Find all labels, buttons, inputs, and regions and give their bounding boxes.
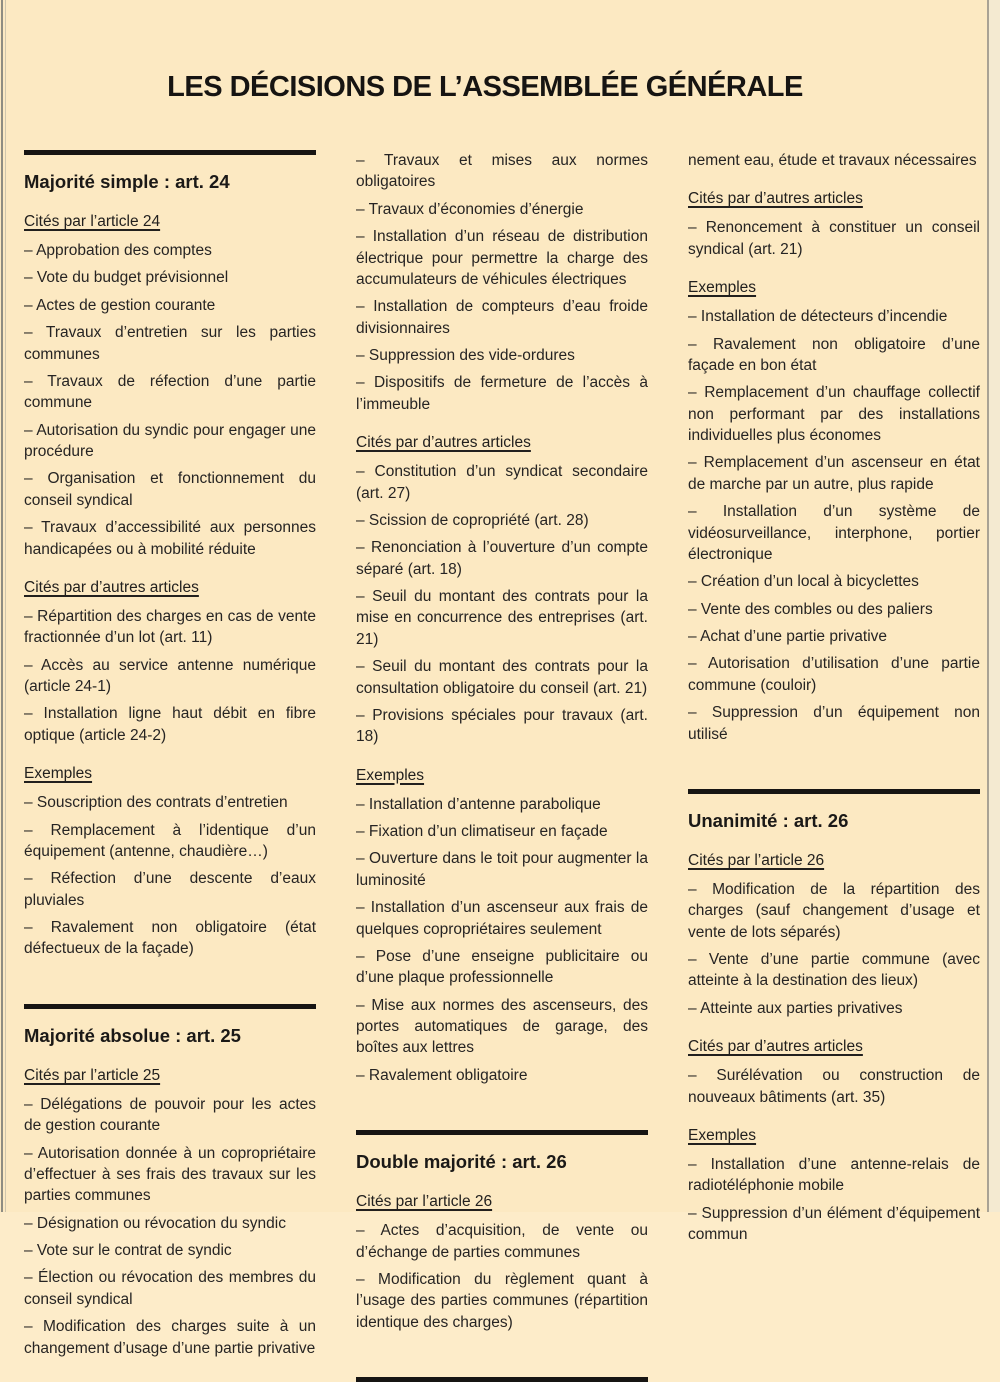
list-item: – Fixation d’un climatiseur en façade bbox=[356, 823, 608, 840]
list-item: – Vote sur le contrat de syndic bbox=[24, 1242, 232, 1259]
list-item: – Dispositifs de fermeture de l’accès à l’immeuble bbox=[356, 374, 648, 413]
list-item: – Création d’un local à bicyclettes bbox=[688, 573, 919, 591]
list-item: – Travaux de réfection d’une partie commune bbox=[24, 372, 316, 412]
list-item: – Constitution d’un syndicat secondaire (art. 27) bbox=[356, 463, 648, 502]
subheading: Exemples bbox=[688, 1126, 757, 1144]
list-item: – Suppression d’un élément d’équipement commun bbox=[688, 1204, 980, 1243]
page-title: LES DÉCISIONS DE L’ASSEMBLÉE GÉNÉRALE bbox=[167, 71, 803, 104]
list-item: – Modification du règlement quant à l’usage des parties communes (répartition identique des charges) bbox=[356, 1270, 648, 1331]
list-item: – Provisions spéciales pour travaux (art. 18) bbox=[356, 706, 648, 746]
section-rule bbox=[688, 789, 980, 794]
list-item: – Suppression des vide-ordures bbox=[356, 347, 575, 364]
list-item: – Approbation des comptes bbox=[24, 242, 212, 259]
list-item: – Installation d’une antenne-relais de radiotéléphonie mobile bbox=[688, 1155, 980, 1195]
list-item: – Installation de détecteurs d’incendie bbox=[688, 308, 948, 326]
list-item: – Surélévation ou construction de nouveaux bâtiments (art. 35) bbox=[688, 1067, 980, 1106]
list-item: – Remplacement d’un chauffage collectif non performant par des installations individuelles plus économes bbox=[688, 384, 980, 444]
list-item: – Actes de gestion courante bbox=[24, 296, 216, 314]
list-item: – Installation d’un ascenseur aux frais de quelques copropriétaires seulement bbox=[356, 899, 648, 938]
list-item: – Travaux d’entretien sur les parties communes bbox=[24, 324, 316, 363]
subheading: Cités par l’article 26 bbox=[688, 851, 825, 869]
section-heading: Majorité simple : art. 24 bbox=[24, 171, 230, 192]
list-item: – Élection ou révocation des membres du conseil syndical bbox=[24, 1269, 316, 1308]
list-item: – Modification de la répartition des charges (sauf changement d’usage et vente de lots séparés) bbox=[688, 880, 980, 941]
column-3 bbox=[688, 150, 980, 1243]
list-item: – Vente des combles ou des paliers bbox=[688, 600, 933, 618]
list-item: – Modification des charges suite à un changement d’usage d’une partie privative bbox=[24, 1318, 316, 1357]
subheading: Cités par d’autres articles bbox=[24, 578, 199, 596]
list-item: – Réfection d’une descente d’eaux pluviales bbox=[24, 870, 316, 909]
subheading: Cités par d’autres articles bbox=[688, 190, 863, 208]
continuation-text: nement eau, étude et travaux nécessaires bbox=[688, 152, 977, 169]
list-item: – Travaux d’accessibilité aux personnes handicapées ou à mobilité réduite bbox=[24, 519, 316, 558]
list-item: – Installation d’antenne parabolique bbox=[356, 795, 601, 813]
subheading: Cités par d’autres articles bbox=[356, 434, 531, 452]
list-item: – Souscription des contrats d’entretien bbox=[24, 794, 288, 812]
subheading: Exemples bbox=[356, 766, 425, 784]
section-rule bbox=[24, 1004, 316, 1009]
list-item: – Installation d’un système de vidéosurveillance, interphone, portier électronique bbox=[688, 503, 980, 563]
list-item: – Actes d’acquisition, de vente ou d’échange de parties communes bbox=[356, 1222, 648, 1261]
list-item: – Pose d’une enseigne publicitaire ou d’une plaque professionnelle bbox=[356, 947, 648, 987]
subheading: Cités par d’autres articles bbox=[688, 1038, 863, 1056]
list-item: – Suppression d’un équipement non utilisé bbox=[688, 704, 980, 743]
list-item: – Ravalement obligatoire bbox=[356, 1066, 528, 1084]
subheading: Cités par l’article 25 bbox=[24, 1066, 161, 1084]
list-item: – Renonciation à l’ouverture d’un compte séparé (art. 18) bbox=[356, 539, 648, 578]
page-edge-right-strip bbox=[989, 0, 1000, 1212]
page-edge-left-line bbox=[1, 0, 3, 1212]
list-item: – Ouverture dans le toit pour augmenter la luminosité bbox=[356, 850, 648, 889]
section-heading: Unanimité : art. 26 bbox=[688, 809, 849, 831]
subheading: Exemples bbox=[24, 765, 93, 783]
page-edge-left-shadow bbox=[5, 0, 6, 1212]
section-rule bbox=[24, 150, 316, 155]
list-item: – Ravalement non obligatoire (état défectueux de la façade) bbox=[24, 919, 316, 958]
list-item: – Vente d’une partie commune (avec atteinte à la destination des lieux) bbox=[688, 951, 980, 990]
column-1 bbox=[24, 150, 316, 1357]
list-item: – Accès au service antenne numérique (article 24-1) bbox=[24, 656, 316, 695]
list-item: – Seuil du montant des contrats pour la mise en concurrence des entreprises (art. 21) bbox=[356, 588, 648, 648]
list-item: – Autorisation donnée à un copropriétaire d’effectuer à ses frais des travaux sur les parties communes bbox=[24, 1144, 316, 1205]
list-item: – Ravalement non obligatoire d’une façade en bon état bbox=[688, 335, 980, 374]
list-item: – Installation de compteurs d’eau froide divisionnaires bbox=[356, 298, 648, 337]
section-heading: Majorité absolue : art. 25 bbox=[24, 1024, 241, 1046]
list-item: – Travaux d’économies d’énergie bbox=[356, 200, 584, 218]
list-item: – Organisation et fonctionnement du conseil syndical bbox=[24, 470, 316, 509]
list-item: – Seuil du montant des contrats pour la consultation obligatoire du conseil (art. 21) bbox=[356, 658, 648, 697]
section-heading: Double majorité : art. 26 bbox=[356, 1151, 567, 1173]
list-item: – Autorisation d’utilisation d’une partie commune (couloir) bbox=[688, 655, 980, 694]
list-item: – Répartition des charges en cas de vente fractionnée d’un lot (art. 11) bbox=[24, 607, 316, 647]
list-item: – Scission de copropriété (art. 28) bbox=[356, 511, 589, 529]
subheading: Cités par l’article 24 bbox=[24, 213, 161, 230]
list-item: – Travaux et mises aux normes obligatoires bbox=[356, 152, 648, 191]
list-item: – Mise aux normes des ascenseurs, des portes automatiques de garage, des boîtes aux lettres bbox=[356, 996, 648, 1057]
list-item: – Installation ligne haut débit en fibre optique (article 24-2) bbox=[24, 705, 316, 744]
list-item: – Achat d’une partie privative bbox=[688, 628, 888, 645]
section-rule bbox=[356, 1130, 648, 1135]
list-item: – Délégations de pouvoir pour les actes de gestion courante bbox=[24, 1095, 316, 1135]
list-item: – Vote du budget prévisionnel bbox=[24, 269, 229, 287]
list-item: – Remplacement d’un ascenseur en état de marche par un autre, plus rapide bbox=[688, 454, 980, 493]
list-item: – Installation d’un réseau de distribution électrique pour permettre la charge des accumulateurs de véhicules électriques bbox=[356, 228, 648, 288]
list-item: – Atteinte aux parties privatives bbox=[688, 999, 903, 1017]
list-item: – Remplacement à l’identique d’un équipement (antenne, chaudière…) bbox=[24, 821, 316, 860]
list-item: – Renoncement à constituer un conseil syndical (art. 21) bbox=[688, 219, 980, 258]
subheading: Cités par l’article 26 bbox=[356, 1193, 493, 1211]
section-rule bbox=[356, 1377, 648, 1382]
subheading: Exemples bbox=[688, 279, 757, 297]
column-2 bbox=[356, 150, 648, 1331]
list-item: – Autorisation du syndic pour engager une procédure bbox=[24, 421, 316, 460]
list-item: – Désignation ou révocation du syndic bbox=[24, 1214, 286, 1232]
text-columns bbox=[24, 150, 980, 1357]
